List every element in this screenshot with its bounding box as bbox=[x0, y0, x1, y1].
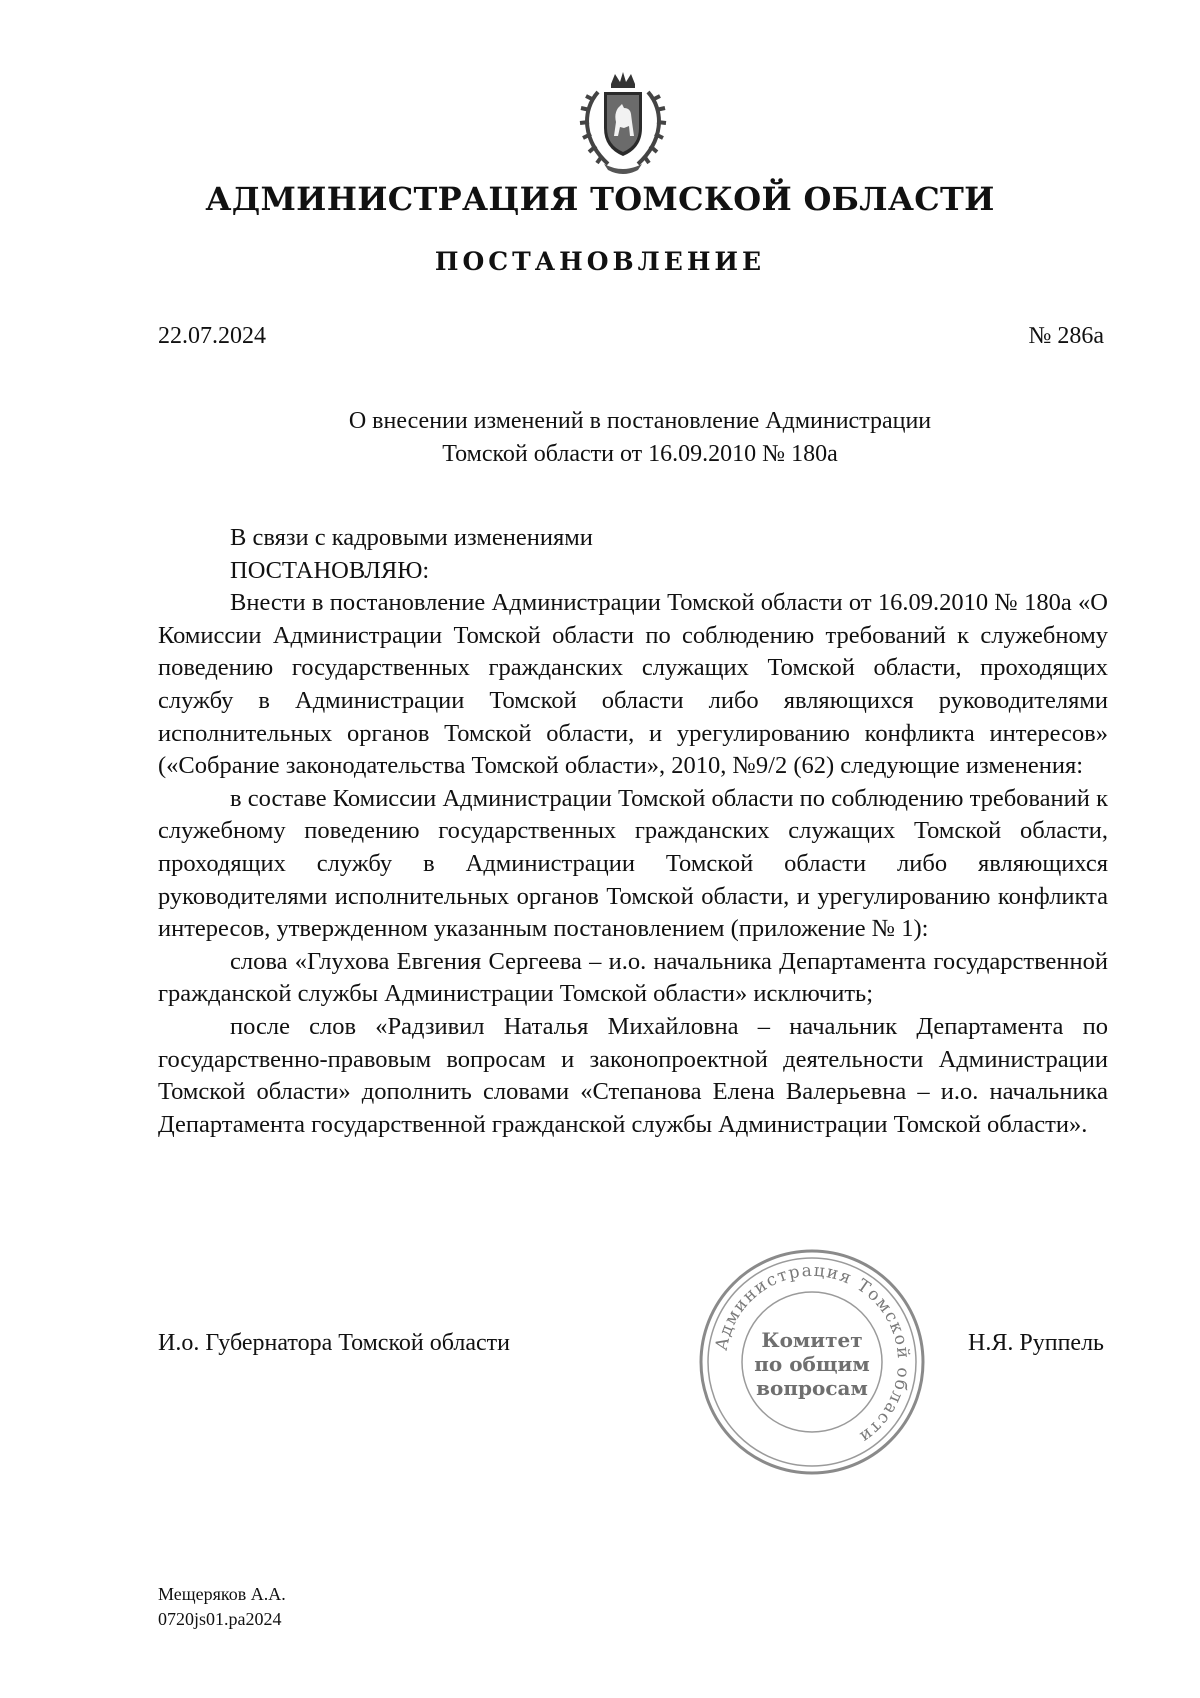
document-subject bbox=[200, 405, 1080, 471]
body-paragraph-4: в составе Комиссии Администрации Томской области по соблюдению требований к служебному поведению государственных гражданских служащих Томской области, проходящих службу в Администрации Томской области либо являющихся руководителями исполнительных органов Томской области, и урегулированию конфликта интересов, утвержденном указанным постановлением (приложение № 1): bbox=[158, 784, 1108, 943]
organization-title: АДМИНИСТРАЦИЯ ТОМСКОЙ ОБЛАСТИ bbox=[205, 180, 995, 218]
body-paragraph-3: Внести в постановление Администрации Томской области от 16.09.2010 № 180а «О Комиссии Администрации Томской области по соблюдению требований к служебному поведению государственных гражданских служащих Томской области, проходящих службу в Администрации Томской области либо являющихся руководителями исполнительных органов Томской области, и урегулированию конфликта интересов» («Собрание законодательства Томской области», 2010, №9/2 (62) следующие изменения: bbox=[158, 589, 1108, 780]
document-body bbox=[158, 522, 1108, 1141]
body-paragraph-2: ПОСТАНОВЛЯЮ: bbox=[230, 556, 430, 584]
official-stamp-icon bbox=[697, 1247, 927, 1477]
file-code: 0720js01.pa2024 bbox=[158, 1609, 282, 1629]
document-number: № 286а bbox=[1028, 323, 1104, 349]
stamp-ring-text: Администрация Томской области bbox=[711, 1260, 914, 1448]
body-paragraph-6: после слов «Радзивил Наталья Михайловна – начальник Департамента по государственно-правовым вопросам и законопроектной деятельности Администрации Томской области» дополнить словами «Степанова Елена Валерьевна – и.о. начальника Департамента государственной гражданской службы Администрации Томской области». bbox=[158, 1012, 1108, 1138]
coat-of-arms-icon bbox=[568, 70, 678, 180]
stamp-center-line-2: по общим bbox=[754, 1352, 870, 1376]
signatory-name: Н.Я. Руппель bbox=[968, 1330, 1104, 1356]
executor-name: Мещеряков А.А. bbox=[158, 1584, 286, 1604]
document-date: 22.07.2024 bbox=[158, 323, 266, 349]
stamp-center-line-1: Комитет bbox=[761, 1328, 863, 1352]
subject-line-2: Томской области от 16.09.2010 № 180а bbox=[442, 441, 838, 467]
stamp-center-line-3: вопросам bbox=[756, 1376, 868, 1400]
document-type: ПОСТАНОВЛЕНИЕ bbox=[434, 247, 766, 276]
subject-line-1: О внесении изменений в постановление Администрации bbox=[348, 408, 932, 434]
signatory-position: И.о. Губернатора Томской области bbox=[158, 1330, 510, 1356]
body-paragraph-1: В связи с кадровыми изменениями bbox=[230, 524, 593, 551]
body-paragraph-5: слова «Глухова Евгения Сергеева – и.о. начальника Департамента государственной гражданской службы Администрации Томской области» исключить; bbox=[158, 947, 1108, 1008]
